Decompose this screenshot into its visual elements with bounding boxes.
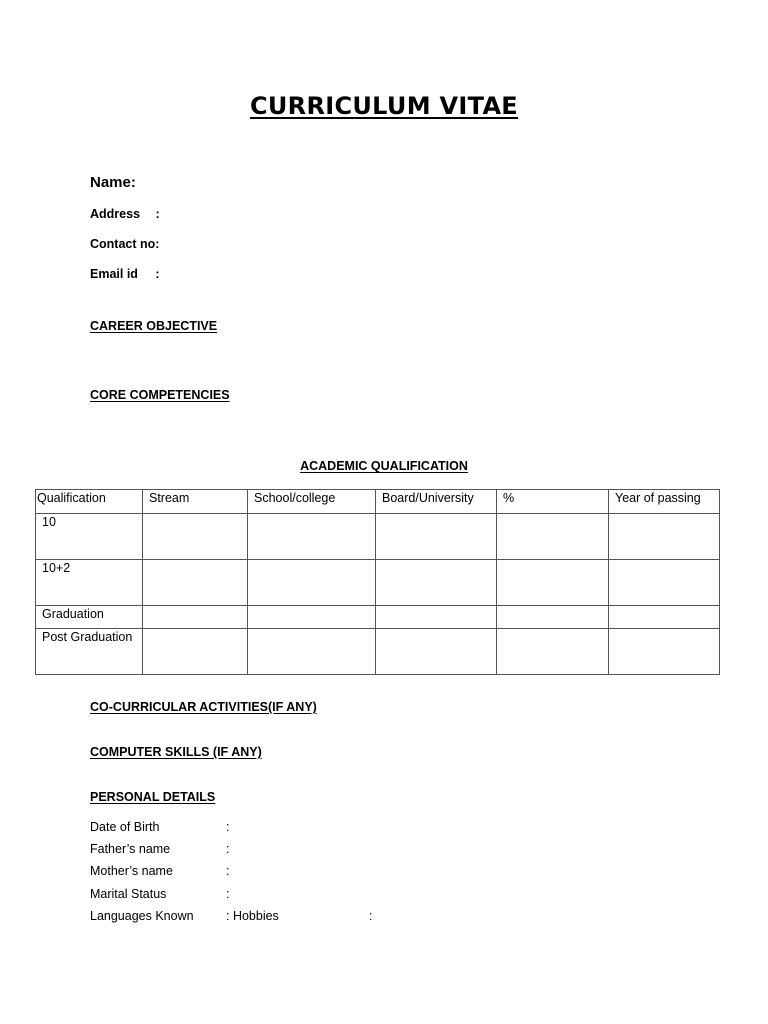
table-cell [248, 629, 376, 675]
table-cell [376, 606, 497, 629]
table-header-cell: Stream [143, 490, 248, 514]
table-row [36, 514, 720, 560]
address-label: Address [90, 207, 141, 221]
address-field [90, 207, 160, 221]
career-objective-heading: CAREER OBJECTIVE [90, 319, 218, 333]
table-header-cell: Qualification [36, 490, 143, 514]
table-row-label: Post Graduation [36, 629, 143, 675]
table-cell [376, 629, 497, 675]
contact-label: Contact no: [90, 237, 160, 251]
mother-name-colon: : [226, 864, 230, 878]
contact-field [90, 237, 159, 251]
table-cell [497, 514, 609, 560]
table-header-row [36, 490, 720, 514]
table-header-cell: School/college [248, 490, 376, 514]
document-title: CURRICULUM VITAE [249, 92, 519, 120]
table-cell [143, 629, 248, 675]
table-cell [609, 606, 720, 629]
table-cell [497, 560, 609, 606]
table-row-label: Graduation [36, 606, 143, 629]
computer-skills-heading: COMPUTER SKILLS (IF ANY) [90, 745, 262, 759]
table-cell [143, 514, 248, 560]
table-cell [143, 606, 248, 629]
mother-name-label: Mother’s name [90, 864, 173, 878]
table-cell [609, 514, 720, 560]
father-name-label: Father’s name [90, 842, 171, 856]
table-row [36, 606, 720, 629]
table-row-label: 10 [36, 514, 143, 560]
table-row [36, 560, 720, 606]
academic-table [35, 489, 720, 675]
table-header-cell: Board/University [376, 490, 497, 514]
academic-qualification-heading: ACADEMIC QUALIFICATION [300, 459, 468, 473]
table-cell [248, 514, 376, 560]
table-row [36, 629, 720, 675]
dob-label: Date of Birth [90, 820, 160, 834]
table-cell [248, 606, 376, 629]
father-name-colon: : [226, 842, 230, 856]
languages-label: Languages Known [90, 909, 194, 923]
hobbies-label: : Hobbies [226, 909, 279, 923]
table-header-cell: % [497, 490, 609, 514]
marital-status-label: Marital Status [90, 887, 167, 901]
table-cell [376, 514, 497, 560]
marital-status-colon: : [226, 887, 230, 901]
personal-details-heading: PERSONAL DETAILS [90, 790, 216, 804]
table-cell [497, 629, 609, 675]
hobbies-colon: : [369, 909, 373, 923]
table-cell [609, 629, 720, 675]
co-curricular-heading: CO-CURRICULAR ACTIVITIES(IF ANY) [90, 700, 317, 714]
name-label: Name: [90, 174, 136, 191]
email-label: Email id [90, 267, 138, 281]
table-cell [143, 560, 248, 606]
table-row-label: 10+2 [36, 560, 143, 606]
table-cell [376, 560, 497, 606]
email-colon: : [155, 267, 160, 281]
table-cell [609, 560, 720, 606]
core-competencies-heading: CORE COMPETENCIES [90, 388, 230, 402]
email-field [90, 267, 160, 281]
address-colon: : [155, 207, 160, 221]
table-cell [497, 606, 609, 629]
table-header-cell: Year of passing [609, 490, 720, 514]
table-cell [248, 560, 376, 606]
dob-colon: : [226, 820, 230, 834]
